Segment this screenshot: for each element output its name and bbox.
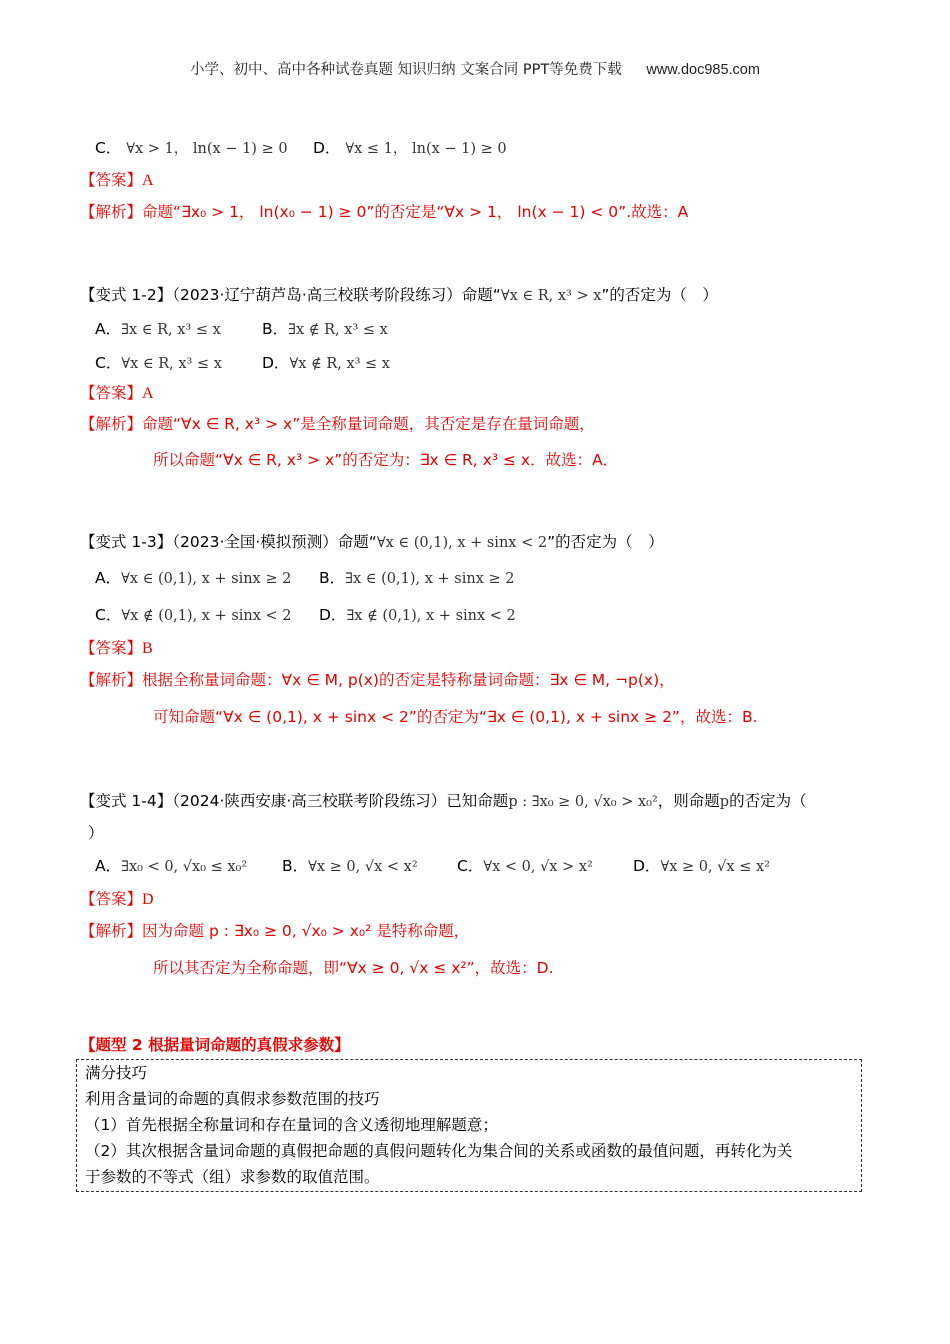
analysis-text: 根据全称量词命题：∀x ∈ M, p(x)的否定是特称量词命题：∃x ∈ M, ¬p(x)， — [142, 671, 675, 689]
option-label: A． — [95, 320, 122, 338]
page-header — [0, 58, 950, 79]
answer-value: B — [142, 640, 153, 657]
stem-end: ”的否定为（ ） — [547, 533, 664, 551]
q1-2-option-a — [95, 318, 221, 341]
q1-4-option-b — [282, 855, 418, 878]
q1-3-stem — [80, 531, 664, 554]
analysis-text: 可知命题“∀x ∈ (0,1), x + sinx < 2”的否定为“∃x ∈ (0,1), x + sinx ≥ 2”，故选：B. — [153, 708, 758, 726]
answer-value: D — [142, 891, 154, 908]
q1-3-option-a — [95, 567, 291, 590]
answer-tag: 【答案】 — [80, 171, 143, 189]
q1-3-option-b — [319, 567, 514, 590]
analysis-tag: 【解析】 — [80, 922, 143, 940]
option-label: C． — [95, 354, 122, 372]
option-label: B． — [262, 320, 289, 338]
q1-2-stem — [80, 284, 718, 307]
option-label: C． — [95, 606, 122, 624]
option-math: ∀x ≥ 0, √x ≤ x² — [660, 859, 770, 875]
variant-tag: 【变式 1-3】 — [80, 533, 173, 551]
option-math: ∃x ∈ (0,1), x + sinx ≥ 2 — [345, 571, 515, 587]
option-label: D． — [262, 354, 290, 372]
option-label: C． — [457, 857, 484, 875]
q1-4-option-c — [457, 855, 593, 878]
stem-source: （2023·辽宁葫芦岛·高三校联考阶段练习）命题“ — [172, 286, 501, 304]
option-math: ∃x ∉ (0,1), x + sinx < 2 — [346, 608, 516, 624]
analysis-text: 因为命题 p : ∃x₀ ≥ 0, √x₀ > x₀² 是特称命题， — [142, 922, 470, 940]
option-label: B． — [319, 569, 346, 587]
option-label: A． — [95, 569, 122, 587]
tips-line-4: 于参数的不等式（组）求参数的取值范围。 — [85, 1168, 380, 1186]
q1-3-analysis-2 — [153, 706, 758, 728]
answer-tag: 【答案】 — [80, 639, 143, 657]
option-label: B． — [282, 857, 309, 875]
stem-source: （2024·陕西安康·高三校联考阶段练习）已知命题 — [172, 792, 509, 810]
option-math: ∃x ∈ R, x³ ≤ x — [121, 322, 221, 338]
option-math: ∀x ∉ R, x³ ≤ x — [289, 356, 390, 372]
stem-math: p : ∃x₀ ≥ 0, √x₀ > x₀² — [508, 794, 658, 810]
q1-2-analysis-1 — [80, 413, 595, 435]
stem-p: p — [719, 794, 730, 810]
analysis-tag: 【解析】 — [80, 671, 143, 689]
q1-3-answer — [80, 637, 153, 660]
q1-4-answer — [80, 888, 154, 911]
q1-4-analysis-1 — [80, 920, 469, 942]
header-url[interactable]: www.doc985.com — [646, 62, 760, 78]
type2-heading: 【题型 2 根据量词命题的真假求参数】 — [80, 1036, 350, 1054]
option-math: ∀x ≤ 1， ln(x − 1) ≥ 0 — [345, 141, 507, 157]
stem-end: ，则命题 — [657, 792, 720, 810]
answer-value: A — [142, 172, 154, 189]
option-math: ∃x ∉ R, x³ ≤ x — [288, 322, 388, 338]
answer-tag: 【答案】 — [80, 890, 143, 908]
analysis-text: 所以命题“∀x ∈ R, x³ > x”的否定为：∃x ∈ R, x³ ≤ x．故选：A． — [153, 451, 619, 469]
option-label: D． — [633, 857, 661, 875]
header-text: 小学、初中、高中各种试卷真题 知识归纳 文案合同 PPT等免费下载 — [190, 62, 622, 78]
analysis-tag: 【解析】 — [80, 203, 143, 221]
tips-title: 满分技巧 — [85, 1064, 148, 1082]
stem-tail: 的否定为（ — [729, 792, 807, 810]
q1-3-analysis-1 — [80, 669, 675, 691]
q1-3-option-d — [319, 604, 516, 627]
q1-4-option-d — [633, 855, 770, 878]
q1-1-option-d — [313, 137, 507, 160]
q1-1-option-c — [95, 137, 288, 160]
stem-source: （2023·全国·模拟预测）命题“ — [172, 533, 377, 551]
q1-3-option-c — [95, 604, 292, 627]
q1-4-option-a — [95, 855, 247, 878]
variant-tag: 【变式 1-4】 — [80, 792, 173, 810]
q1-4-stem-close — [88, 822, 104, 844]
option-label: A． — [95, 857, 122, 875]
stem-math: ∀x ∈ R, x³ > x — [500, 288, 602, 304]
option-math: ∀x ∈ (0,1), x + sinx ≥ 2 — [121, 571, 292, 587]
option-label: C． — [95, 139, 122, 157]
q1-2-option-d — [262, 352, 390, 375]
q1-4-analysis-2 — [153, 957, 554, 979]
option-math: ∀x > 1， ln(x − 1) ≥ 0 — [126, 141, 288, 157]
tips-box — [76, 1059, 862, 1192]
analysis-tag: 【解析】 — [80, 415, 143, 433]
q1-2-analysis-2 — [153, 449, 618, 471]
analysis-text: 命题“∀x ∈ R, x³ > x”是全称量词命题，其否定是存在量词命题， — [142, 415, 595, 433]
q1-1-analysis — [80, 201, 688, 223]
option-math: ∀x < 0, √x > x² — [483, 859, 593, 875]
tips-line-1: 利用含量词的命题的真假求参数范围的技巧 — [85, 1090, 380, 1108]
option-label: D． — [313, 139, 341, 157]
analysis-text: 命题“∃x₀ > 1， ln(x₀ − 1) ≥ 0”的否定是“∀x > 1， ln(x − 1) < 0”.故选：A — [142, 203, 689, 221]
stem-end: ”的否定为（ ） — [601, 286, 718, 304]
option-math: ∃x₀ < 0, √x₀ ≤ x₀² — [121, 859, 248, 875]
tips-line-3: （2）其次根据含量词命题的真假把命题的真假问题转化为集合间的关系或函数的最值问题，再转化为关 — [85, 1142, 793, 1160]
stem-close: ） — [88, 824, 104, 842]
stem-math: ∀x ∈ (0,1), x + sinx < 2 — [376, 535, 548, 551]
analysis-text: 所以其否定为全称命题，即“∀x ≥ 0, √x ≤ x²”，故选：D. — [153, 959, 554, 977]
variant-tag: 【变式 1-2】 — [80, 286, 173, 304]
option-math: ∀x ≥ 0, √x < x² — [308, 859, 418, 875]
option-math: ∀x ∈ R, x³ ≤ x — [121, 356, 222, 372]
option-math: ∀x ∉ (0,1), x + sinx < 2 — [121, 608, 292, 624]
option-label: D． — [319, 606, 347, 624]
q1-4-stem — [80, 790, 807, 813]
q1-2-answer — [80, 382, 154, 405]
answer-value: A — [142, 385, 154, 402]
q1-1-answer — [80, 169, 154, 192]
tips-line-2: （1）首先根据全称量词和存在量词的含义透彻地理解题意； — [85, 1116, 498, 1134]
answer-tag: 【答案】 — [80, 384, 143, 402]
q1-2-option-c — [95, 352, 222, 375]
q1-2-option-b — [262, 318, 388, 341]
